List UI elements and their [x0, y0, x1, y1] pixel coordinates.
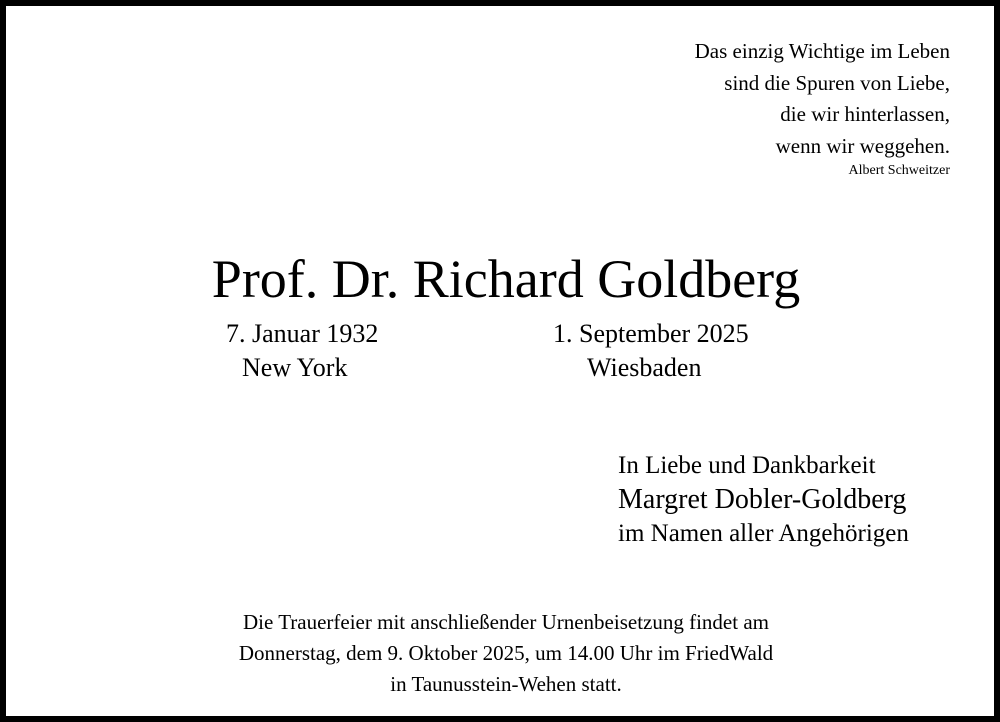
mourners-block: [618, 449, 909, 550]
deceased-name: Prof. Dr. Richard Goldberg: [211, 249, 801, 309]
family-line: im Namen aller Angehörigen: [618, 520, 909, 547]
death-date: 1. September 2025: [553, 319, 749, 348]
widow-name: Margret Dobler-Goldberg: [618, 484, 907, 515]
death-place: Wiesbaden: [587, 353, 702, 382]
birth-date: 7. Januar 1932: [226, 319, 379, 348]
quote-line: die wir hinterlassen,: [780, 102, 950, 126]
quote-author: Albert Schweitzer: [848, 163, 950, 178]
birth-place: New York: [242, 353, 348, 382]
funeral-line: Die Trauerfeier mit anschließender Urnenbeisetzung findet am: [243, 610, 769, 634]
funeral-line: Donnerstag, dem 9. Oktober 2025, um 14.00 Uhr im FriedWald: [238, 641, 774, 665]
quote-line: Das einzig Wichtige im Leben: [694, 39, 950, 63]
funeral-line: in Taunusstein-Wehen statt.: [390, 672, 622, 696]
funeral-announcement: [6, 607, 1000, 700]
quote-line: wenn wir weggehen.: [775, 133, 950, 158]
mourners-intro: In Liebe und Dankbarkeit: [618, 452, 876, 479]
epigraph-quote: [695, 36, 950, 180]
quote-line: sind die Spuren von Liebe,: [724, 70, 950, 95]
